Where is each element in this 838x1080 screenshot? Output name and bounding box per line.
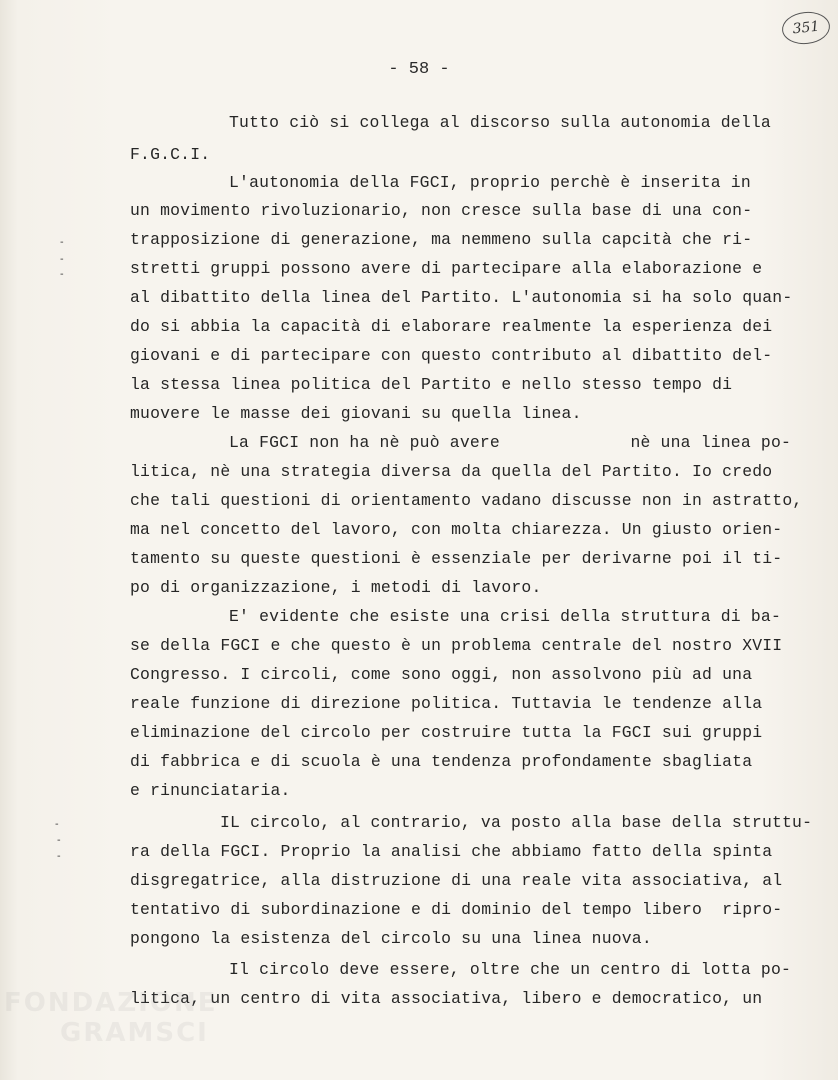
text-line: reale funzione di direzione politica. Tuttavia le tendenze alla <box>130 694 763 713</box>
text-line: di fabbrica e di scuola è una tendenza profondamente sbagliata <box>130 752 753 771</box>
text-line: IL circolo, al contrario, va posto alla base della struttu- <box>220 813 813 832</box>
text-line: Congresso. I circoli, come sono oggi, non assolvono più ad una <box>130 665 753 684</box>
text-line: eliminazione del circolo per costruire tutta la FGCI sui gruppi <box>130 723 763 742</box>
margin-mark: - <box>55 819 59 830</box>
page-number: - 58 - <box>388 60 450 79</box>
text-line: che tali questioni di orientamento vadano discusse non in astratto, <box>130 491 803 510</box>
text-line: E' evidente che esiste una crisi della struttura di ba- <box>229 607 781 626</box>
text-line: e rinunciataria. <box>130 781 291 800</box>
text-line: trapposizione di generazione, ma nemmeno sulla capcità che ri- <box>130 230 753 249</box>
text-line: La FGCI non ha nè può avere nè una linea po- <box>229 433 792 452</box>
text-line: F.G.C.I. <box>130 145 211 164</box>
document-page: 351 - 58 - - - - - - - Tutto ciò si collega al discorso sulla autonomia della F.G.C.I. L'autonomia della FGCI, proprio perchè è inserita in un movimento rivoluzionario, non cresce sulla base di una con- trapposizione di generazione, ma nemmeno sulla capcità che ri- stretti gruppi possono avere di partecipare alla elaborazione e al dibattito della linea del Partito. L'autonomia si ha solo quan- do si abbia la capacità di elaborare realmente la esperienza dei giovani e di partecipare con questo contributo al dibattito del- la stessa linea politica del Partito e nello stesso tempo di muovere le masse dei giovani su quella linea. La FGCI non ha nè può avere nè una linea po- litica, nè una strategia diversa da quella del Partito. Io credo che tali questioni di orientamento vadano discusse non in astratto, ma nel concetto del lavoro, con molta chiarezza. Un giusto orien- tamento su queste questioni è essenziale per derivarne poi il ti- po di organizzazione, i metodi di lavoro. E' evidente che esiste una crisi della struttura di ba- se della FGCI e che questo è un problema centrale del nostro XVII Congresso. I circoli, come sono oggi, non assolvono più ad una reale funzione di direzione politica. Tuttavia le tendenze alla eliminazione del circolo per costruire tutta la FGCI sui gruppi di fabbrica e di scuola è una tendenza profondamente sbagliata e rinunciataria. IL circolo, al contrario, va posto alla base della struttu- ra della FGCI. Proprio la analisi che abbiamo fatto della spinta disgregatrice, alla distruzione di una reale vita associativa, al tentativo di subordinazione e di dominio del tempo libero ripro- pongono la esistenza del circolo su una linea nuova. Il circolo deve essere, oltre che un centro di lotta po- litica, un centro di vita associativa, libero e democratico, un FONDAZIONE GRAMSCI <box>0 0 838 1080</box>
text-line: pongono la esistenza del circolo su una linea nuova. <box>130 929 652 948</box>
text-line: la stessa linea politica del Partito e nello stesso tempo di <box>130 375 733 394</box>
text-line: se della FGCI e che questo è un problema centrale del nostro XVII <box>130 636 783 655</box>
margin-mark: - <box>60 254 64 265</box>
text-line: muovere le masse dei giovani su quella linea. <box>130 404 582 423</box>
text-line: giovani e di partecipare con questo contributo al dibattito del- <box>130 346 773 365</box>
text-line: disgregatrice, alla distruzione di una reale vita associativa, al <box>130 871 783 890</box>
archive-stamp: 351 <box>780 10 831 47</box>
margin-mark: - <box>60 269 64 280</box>
text-line: po di organizzazione, i metodi di lavoro. <box>130 578 542 597</box>
text-line: do si abbia la capacità di elaborare realmente la esperienza dei <box>130 317 773 336</box>
text-line: ma nel concetto del lavoro, con molta chiarezza. Un giusto orien- <box>130 520 783 539</box>
text-line: al dibattito della linea del Partito. L'autonomia si ha solo quan- <box>130 288 793 307</box>
margin-mark: - <box>57 835 61 846</box>
text-line: L'autonomia della FGCI, proprio perchè è inserita in <box>229 173 751 192</box>
margin-mark: - <box>60 237 64 248</box>
text-line: litica, nè una strategia diversa da quella del Partito. Io credo <box>130 462 773 481</box>
text-line: Tutto ciò si collega al discorso sulla autonomia della <box>229 113 771 132</box>
text-line: Il circolo deve essere, oltre che un centro di lotta po- <box>229 960 792 979</box>
text-line: stretti gruppi possono avere di partecipare alla elaborazione e <box>130 259 763 278</box>
text-line: un movimento rivoluzionario, non cresce sulla base di una con- <box>130 201 753 220</box>
text-line: tentativo di subordinazione e di dominio del tempo libero ripro- <box>130 900 783 919</box>
text-line: litica, un centro di vita associativa, libero e democratico, un <box>130 989 763 1008</box>
text-line: tamento su queste questioni è essenziale per derivarne poi il ti- <box>130 549 783 568</box>
margin-mark: - <box>57 851 61 862</box>
text-line: ra della FGCI. Proprio la analisi che abbiamo fatto della spinta <box>130 842 773 861</box>
